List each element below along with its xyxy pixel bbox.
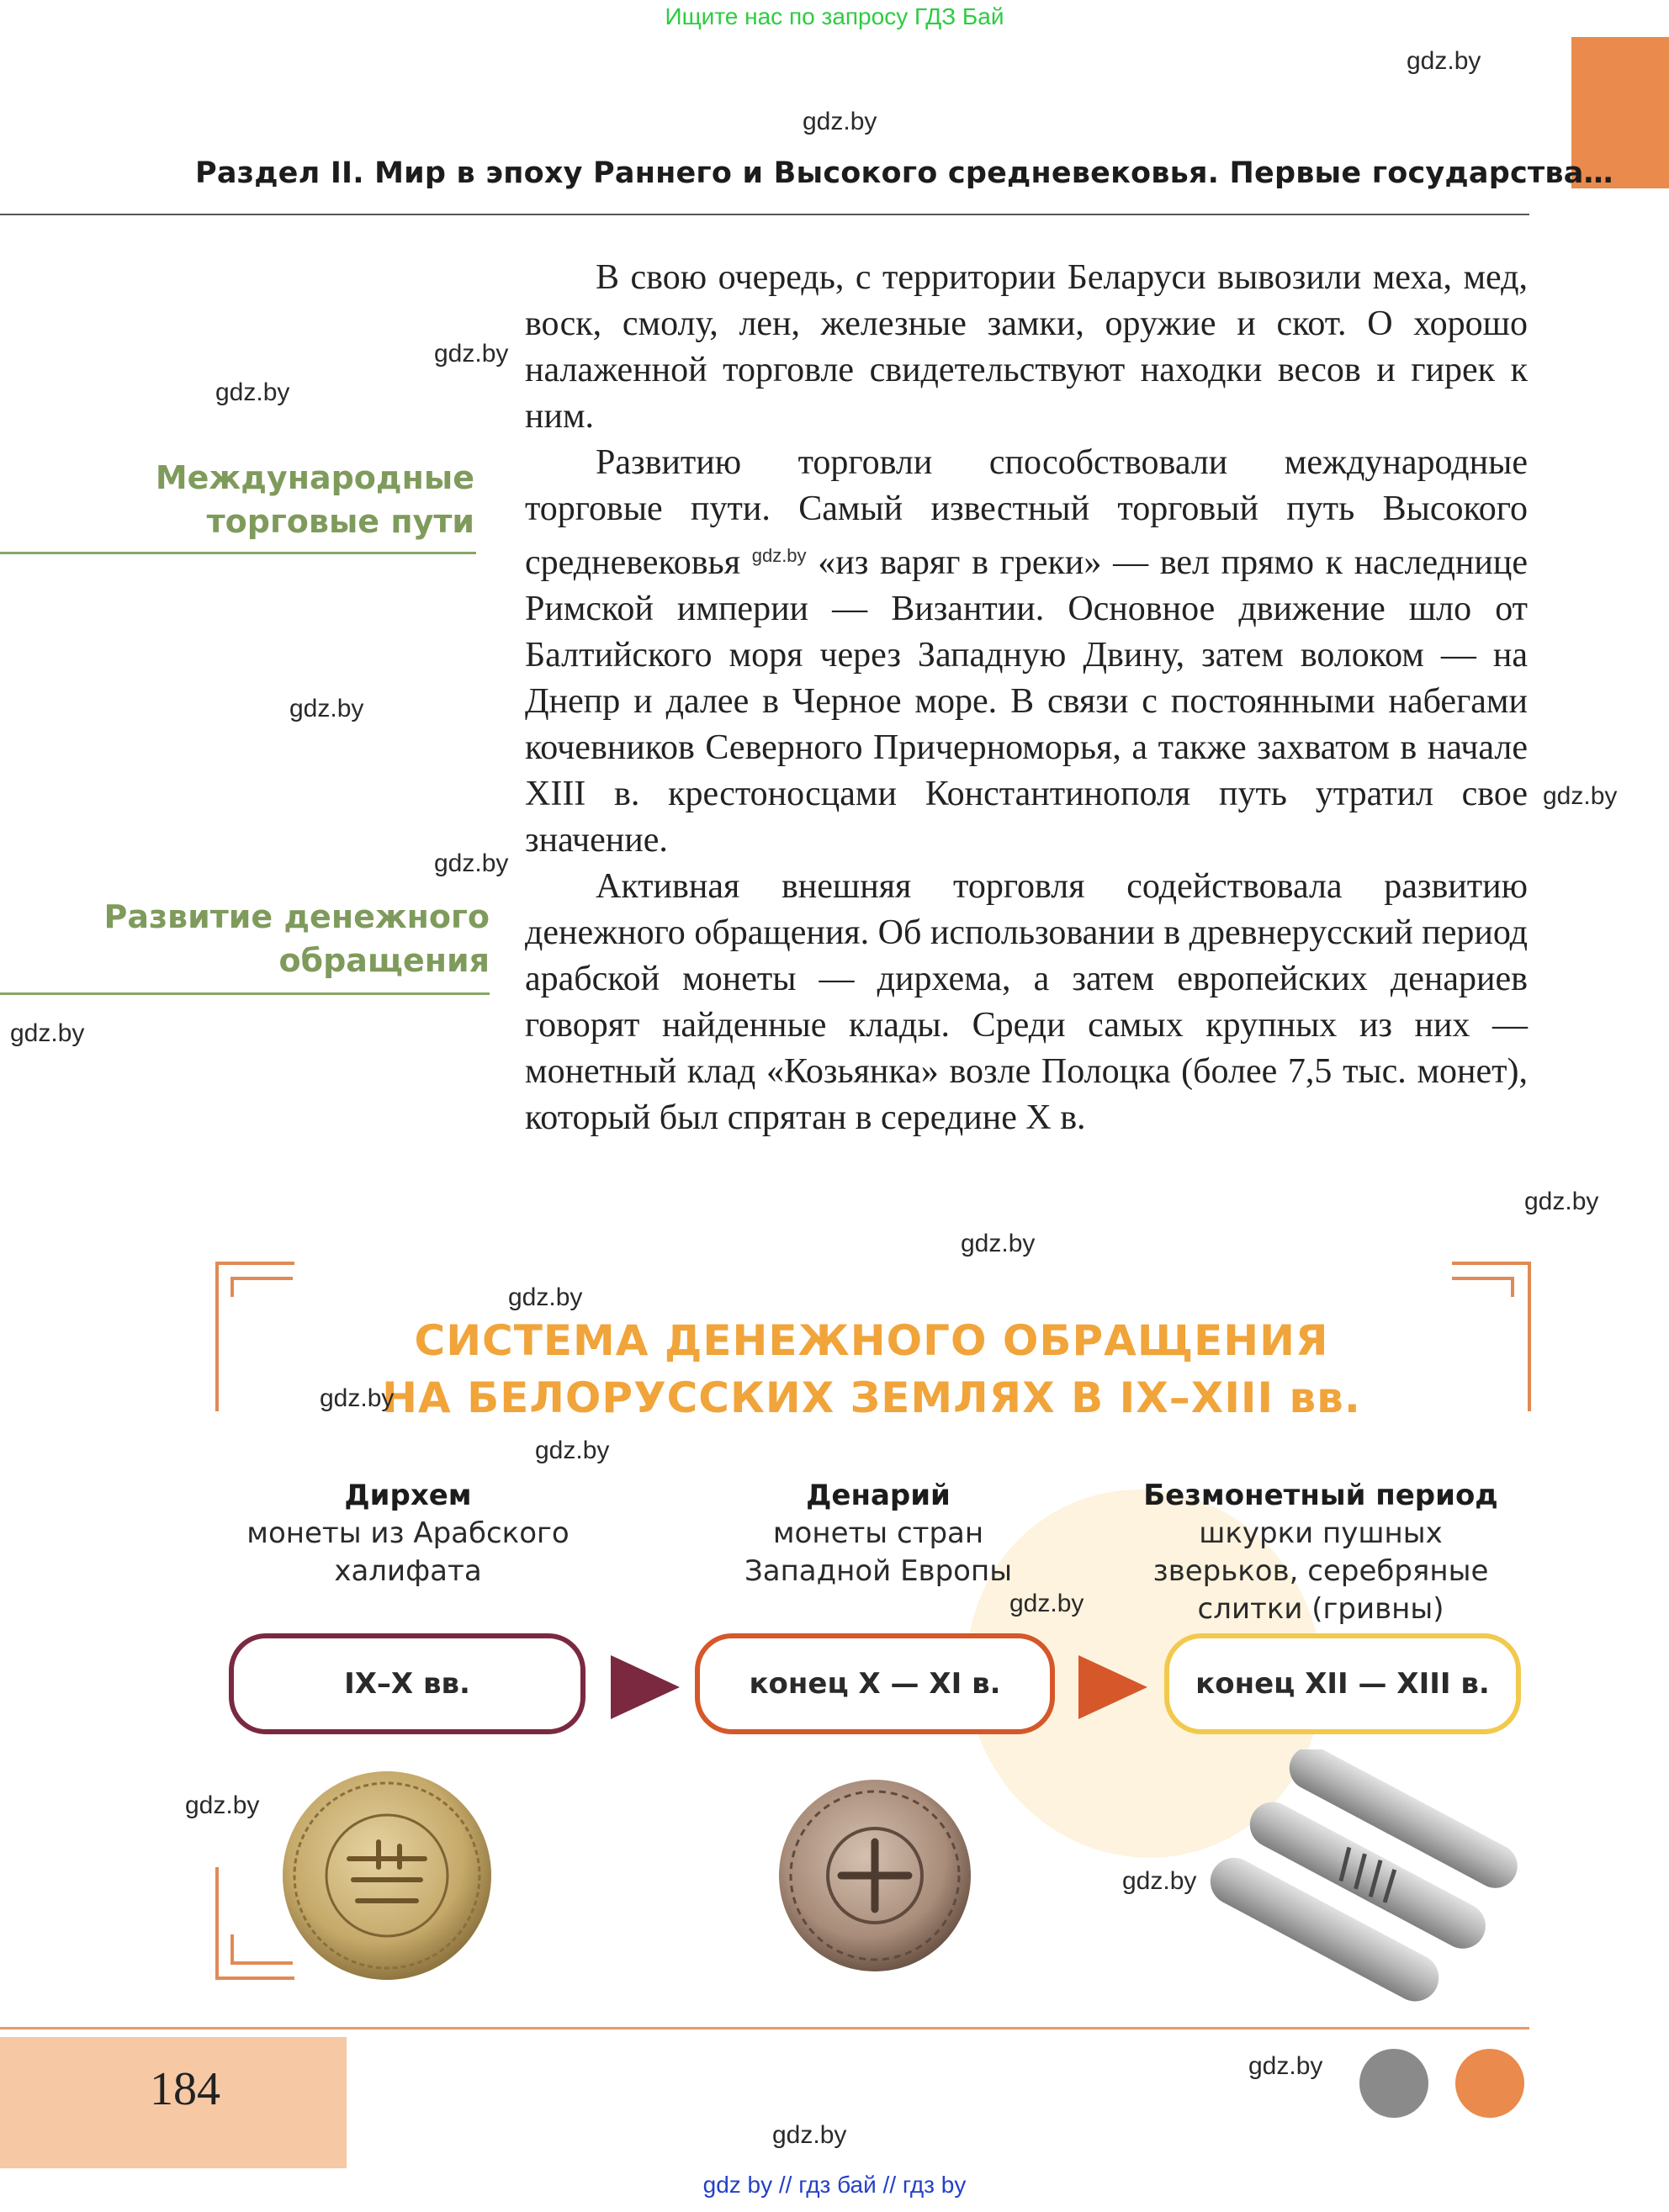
arrow-right-icon <box>607 1652 683 1723</box>
decor-dot-orange <box>1455 2049 1524 2118</box>
watermark: gdz.by <box>1524 1188 1599 1215</box>
watermark: gdz.by <box>1543 782 1618 810</box>
watermark: gdz.by <box>751 545 807 566</box>
watermark: gdz.by <box>961 1230 1036 1257</box>
coinless-period-description: Безмонетный период шкурки пушных зверьков, серебряные слитки (гривны) <box>1143 1479 1498 1626</box>
watermark: gdz.by <box>434 849 509 877</box>
paragraph: Активная внешняя торговля содействовала развитию денежного обращения. Об использовании в древнерусский период арабской монеты — дирхема, а затем европейских денариев говорят найденные клады. Среди самых крупных из них — монетный клад «Козьянка» возле Полоцка (более 7,5 тыс. монет), который был спрятан в середине X в. <box>525 867 1528 1137</box>
paragraph: В свою очередь, с территории Беларуси вывозили меха, мед, воск, смолу, лен, железные замки, оружие и скот. О хорошо налаженной торговле свидетельствуют находки весов и гирек к ним. <box>525 258 1528 436</box>
period-box-coinless: конец XII — XIII в. <box>1164 1633 1521 1734</box>
watermark: gdz.by <box>803 108 877 135</box>
trade-routes-heading: Международные торговые пути <box>155 459 474 540</box>
dirham-coin-image <box>278 1766 496 1985</box>
diagram-title-line1: СИСТЕМА ДЕНЕЖНОГО ОБРАЩЕНИЯ <box>414 1316 1329 1365</box>
watermark: gdz.by <box>289 695 364 722</box>
watermark: gdz.by <box>772 2121 847 2149</box>
watermark: gdz.by <box>535 1437 610 1464</box>
denarius-coin-image <box>774 1775 976 1977</box>
side-divider <box>0 552 476 554</box>
side-divider <box>0 992 490 995</box>
watermark: gdz.by <box>1407 47 1481 75</box>
page-number: 184 <box>150 2063 220 2115</box>
frame-corner <box>230 1277 293 1297</box>
watermark: gdz.by <box>1122 1867 1197 1895</box>
watermark: gdz.by <box>434 340 509 368</box>
period-box-dirham: IX–X вв. <box>229 1633 585 1734</box>
watermark: gdz.by <box>215 378 290 406</box>
period-box-denarius: конец X — XI в. <box>695 1633 1055 1734</box>
search-hint: Ищите нас по запросу ГДЗ Бай <box>665 3 1004 29</box>
frame-corner <box>1452 1277 1514 1297</box>
watermark: gdz.by <box>320 1384 395 1412</box>
watermark: gdz.by <box>10 1019 85 1047</box>
header-divider <box>0 214 1529 215</box>
decor-dot-gray <box>1359 2049 1428 2118</box>
main-text <box>525 255 1528 1141</box>
paragraph: Развитию торговли способствовали международные торговые пути. Самый известный торговый путь Высокого средневековья $^{gdz.by}$ «из варяг в греки» — вел прямо к наследнице Римской империи — Византии. Основное движение шло от Балтийского моря через Западную Двину, затем волоком — на Днепр и далее в Черное море. В связи с постоянными набегами кочевников Северного Причерноморья, а также захватом в начале XIII в. крестоносцами Константинополя путь утратил свое значение. <box>525 443 1529 860</box>
section-title: Раздел II. Мир в эпоху Раннего и Высокого средневековья. Первые государства… <box>195 156 1613 190</box>
watermark: gdz.by <box>1248 2052 1323 2080</box>
watermark: gdz.by <box>185 1791 260 1819</box>
watermark: gdz.by <box>1009 1590 1084 1617</box>
money-circulation-heading: Развитие денежного обращения <box>103 898 490 979</box>
diagram-title-line2: НА БЕЛОРУССКИХ ЗЕМЛЯХ В IX–XIII вв. <box>382 1373 1361 1422</box>
dirham-description: Дирхем монеты из Арабского халифата <box>246 1479 570 1588</box>
bottom-links[interactable]: gdz by // гдз бай // гдз by <box>702 2172 967 2198</box>
silver-ingots-image <box>1203 1749 1523 2002</box>
arrow-right-icon <box>1075 1652 1151 1723</box>
denarius-description: Денарий монеты стран Западной Европы <box>744 1479 1013 1588</box>
watermark: gdz.by <box>508 1283 583 1311</box>
footer-divider <box>0 2027 1529 2029</box>
